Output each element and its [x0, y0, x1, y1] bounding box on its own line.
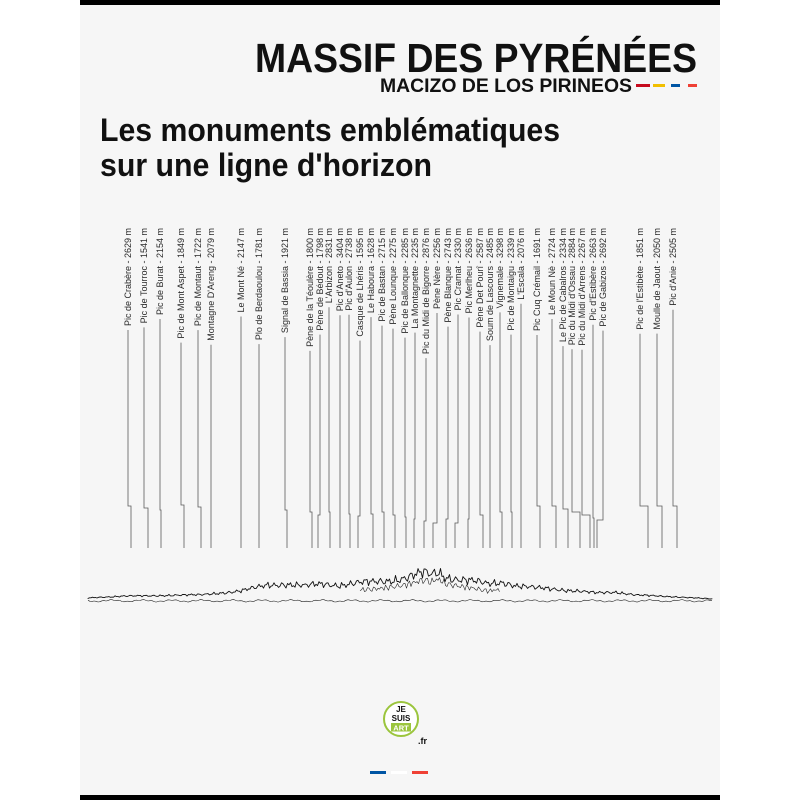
peak-label: Pic de Gabizos - 2692 m	[598, 228, 608, 327]
heading-line-2: sur une ligne d'horizon	[100, 147, 432, 183]
peak-label: Pic de Montaut - 1722 m	[193, 228, 203, 327]
peak-label: Pic de Bastan - 2715 m	[377, 228, 387, 322]
peak-label: Pic d'Aneto - 3404 m	[335, 228, 345, 312]
peak-label: Pic Merlheu - 2636 m	[464, 228, 474, 314]
bottom-border	[80, 795, 720, 800]
peak-label: Pic de Montaigu - 2339 m	[506, 228, 516, 331]
peak-label: Pic de Tourroc - 1541 m	[139, 228, 149, 324]
peak-label: Pic du Midi de Bigorre - 2876 m	[421, 228, 431, 355]
flag-dash-blue	[370, 771, 386, 774]
peak-label: Pic de l'Estibète - 1851 m	[635, 228, 645, 330]
logo-text-suis: SUIS	[391, 714, 411, 723]
peak-label: Le Pic de Cabalros - 2334 m	[558, 228, 568, 343]
peak-label: Pic Cramat - 2330 m	[453, 228, 463, 311]
peak-label: Signal de Bassia - 1921 m	[280, 228, 290, 334]
peak-label: Pic de Ballonque - 2285 m	[400, 228, 410, 334]
peak-label: Pène Lounque - 2275 m	[388, 228, 398, 325]
peak-label: Pic d'Estibère - 2663 m	[588, 228, 598, 321]
peak-label: Pène Nère - 2256 m	[432, 228, 442, 310]
peak-label: Casque de Lhéris - 1595 m	[355, 228, 365, 337]
peak-label: Pène de Bédout - 1798 m	[315, 228, 325, 331]
flag-dash	[671, 84, 680, 87]
peak-label: Pic d'Aulon - 2738 m	[344, 228, 354, 311]
peak-label: Vignemale - 3298 m	[495, 228, 505, 309]
peak-label: Soum de Lascours - 2485 m	[485, 228, 495, 342]
peak-label: Pic d'Anie - 2505 m	[668, 228, 678, 306]
peak-label: Pène Det Pourî - 2587 m	[475, 228, 485, 328]
peak-label: Plo de Berdaoulou - 1781 m	[254, 228, 264, 341]
poster-subtitle: MACIZO DE LOS PIRINEOS	[380, 76, 632, 97]
peak-label: L'Arbizon - 2831 m	[324, 228, 334, 304]
peak-label: Moulle de Jaout - 2050 m	[652, 228, 662, 330]
peak-label: L'Escala - 2076 m	[516, 228, 526, 300]
peak-label: Pic de Crabère - 2629 m	[123, 228, 133, 327]
peak-label: Montagne D'Areng - 2079 m	[206, 228, 216, 341]
peak-label: Pic de Burat - 2154 m	[155, 228, 165, 316]
peak-label: Le Moun Nè - 2724 m	[547, 228, 557, 316]
peak-label: La Montagnette - 2235 m	[410, 228, 420, 329]
flag-dash	[653, 84, 665, 87]
logo-domain-suffix: .fr	[418, 736, 427, 746]
flag-dash-red	[412, 771, 428, 774]
peak-label: Pic du Midi d'Arrens - 2267 m	[577, 228, 587, 346]
peak-label: Pic de Mont Aspet - 1849 m	[176, 228, 186, 339]
peak-label: Le Mont Né - 2147 m	[236, 228, 246, 313]
logo-text-je: JE	[396, 705, 406, 714]
logo-flag-dashes	[370, 771, 428, 774]
flag-dash	[636, 84, 650, 87]
peak-label: Pène de la Téoulère - 1800 m	[305, 228, 315, 347]
peak-label: Pène Blanque - 2743 m	[443, 228, 453, 323]
peak-label: Pic du Midi d'Ossau - 2884 m	[567, 228, 577, 346]
top-border	[80, 0, 720, 5]
flag-dash	[688, 84, 697, 87]
peak-label: Pic Cuq Crémail - 1691 m	[532, 228, 542, 332]
peak-label: Le Haboura - 1628 m	[366, 228, 376, 314]
logo-text-art: ART	[393, 723, 409, 733]
heading-line-1: Les monuments emblématiques	[100, 112, 560, 148]
flag-dash-white	[391, 771, 407, 774]
poster-title: MASSIF DES PYRÉNÉES	[255, 35, 697, 81]
